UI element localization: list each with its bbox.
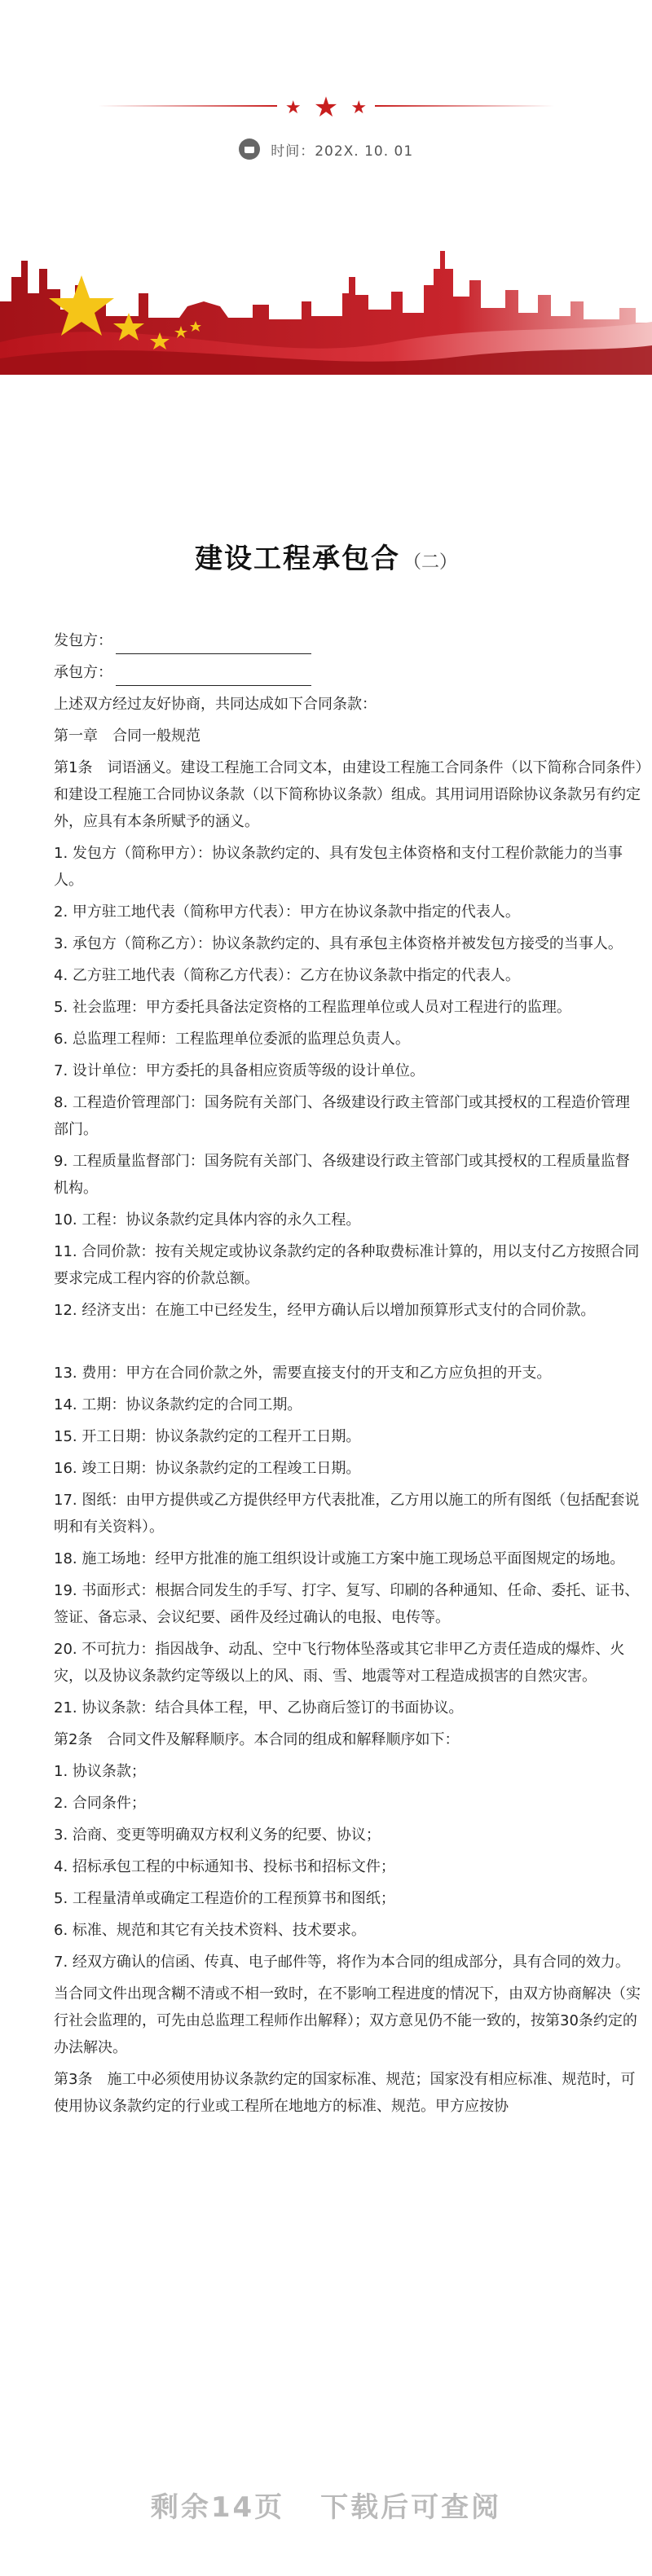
paragraph: 6. 总监理工程师：工程监理单位委派的监理总负责人。: [54, 1031, 410, 1048]
paragraph: 4. 乙方驻工地代表（简称乙方代表）：乙方在协议条款中指定的代表人。: [54, 967, 520, 984]
fade-overlay: [0, 2420, 652, 2485]
paragraph: 16. 竣工日期：协议条款约定的工程竣工日期。: [54, 1460, 361, 1477]
time-label: 时间：202X. 10. 01: [271, 143, 414, 160]
star-icon: ★: [313, 91, 339, 124]
paragraph: 15. 开工日期：协议条款约定的工程开工日期。: [54, 1428, 361, 1445]
calendar-icon: [239, 138, 260, 160]
spacer: [54, 1329, 644, 1360]
paragraph: 4. 招标承包工程的中标通知书、投标书和招标文件；: [54, 1858, 395, 1875]
paragraph: 10. 工程：协议条款约定具体内容的永久工程。: [54, 1211, 361, 1229]
paragraph: 5. 工程量清单或确定工程造价的工程预算书和图纸；: [54, 1890, 395, 1907]
paragraph: 7. 经双方确认的信函、传真、电子邮件等，将作为本合同的组成部分，具有合同的效力。: [54, 1954, 630, 1971]
paragraph: 17. 图纸：由甲方提供或乙方提供经甲方代表批准，乙方用以施工的所有图纸（包括配套说明和有关资料）。: [54, 1492, 640, 1536]
header-ornament: [98, 91, 554, 124]
paragraph: 5. 社会监理：甲方委托具备法定资格的工程监理单位或人员对工程进行的监理。: [54, 999, 571, 1016]
paragraph: 19. 书面形式：根据合同发生的手写、打字、复写、印刷的各种通知、任命、委托、证书、签证、备忘录、会议纪要、函件及经过确认的电报、电传等。: [54, 1582, 640, 1626]
title-main: 建设工程承包合: [194, 543, 400, 575]
paragraph: 20. 不可抗力：指因战争、动乱、空中飞行物体坠落或其它非甲乙方责任造成的爆炸、火灾，以及协议条款约定等级以上的风、雨、雪、地震等对工程造成损害的自然灾害。: [54, 1641, 625, 1685]
download-prompt[interactable]: [0, 2485, 652, 2525]
download-hint[interactable]: 下载后可查阅: [320, 2491, 502, 2524]
paragraph: 3. 承包方（简称乙方）：协议条款约定的、具有承包主体资格并被发包方接受的当事人。: [54, 935, 623, 952]
paragraph: 11. 合同价款：按有关规定或协议条款约定的各种取费标准计算的，用以支付乙方按照合同要求完成工程内容的价款总额。: [54, 1243, 640, 1287]
document-title: [0, 536, 652, 576]
paragraph: 7. 设计单位：甲方委托的具备相应资质等级的设计单位。: [54, 1062, 425, 1079]
paragraph-group: [54, 1360, 644, 2120]
banner-skyline: [0, 244, 652, 375]
paragraph: 14. 工期：协议条款约定的合同工期。: [54, 1396, 302, 1413]
party-label: 发包方：: [54, 632, 112, 649]
party-line: [54, 659, 644, 686]
paragraph: 第3条 施工中必须使用协议条款约定的国家标准、规范；国家没有相应标准、规范时，可使用协议条款约定的行业或工程所在地地方的标准、规范。甲方应按协: [54, 2071, 636, 2115]
publish-time: [0, 138, 652, 166]
paragraph-group: [54, 691, 644, 1324]
paragraph: 3. 洽商、变更等明确双方权利义务的纪要、协议；: [54, 1826, 381, 1844]
paragraph: 2. 甲方驻工地代表（简称甲方代表）：甲方在协议条款中指定的代表人。: [54, 903, 520, 921]
paragraph: 2. 合同条件；: [54, 1795, 146, 1812]
star-icon: ★: [284, 97, 302, 118]
remaining-pages: 剩余14页: [150, 2491, 285, 2524]
star-icon: ★: [350, 97, 368, 118]
paragraph: 9. 工程质量监督部门：国务院有关部门、各级建设行政主管部门或其授权的工程质量监督机构。: [54, 1153, 630, 1197]
paragraph: 12. 经济支出：在施工中已经发生，经甲方确认后以增加预算形式支付的合同价款。: [54, 1302, 596, 1319]
document-body: [54, 627, 644, 2125]
party-line: [54, 627, 644, 654]
paragraph: 21. 协议条款：结合具体工程，甲、乙协商后签订的书面协议。: [54, 1699, 464, 1717]
title-sub: （二）: [403, 552, 457, 573]
paragraph: 6. 标准、规范和其它有关技术资料、技术要求。: [54, 1922, 366, 1939]
paragraph: 1. 发包方（简称甲方）：协议条款约定的、具有发包主体资格和支付工程价款能力的当事人。: [54, 845, 623, 889]
paragraph: 18. 施工场地：经甲方批准的施工组织设计或施工方案中施工现场总平面图规定的场地。: [54, 1550, 625, 1567]
paragraph: 13. 费用：甲方在合同价款之外，需要直接支付的开支和乙方应负担的开支。: [54, 1365, 552, 1382]
blank-line: [116, 666, 311, 686]
blank-line: [116, 634, 311, 654]
paragraph: 第一章 合同一般规范: [54, 728, 200, 745]
paragraph: 1. 协议条款；: [54, 1763, 146, 1780]
paragraph: 8. 工程造价管理部门：国务院有关部门、各级建设行政主管部门或其授权的工程造价管理部门。: [54, 1094, 630, 1138]
paragraph: 上述双方经过友好协商，共同达成如下合同条款：: [54, 696, 377, 713]
stars-group: [98, 91, 554, 124]
paragraph: 当合同文件出现含糊不清或不相一致时，在不影响工程进度的情况下，由双方协商解决（实行社会监理的，可先由总监理工程师作出解释）；双方意见仍不能一致的，按第30条约定的办法解决。: [54, 1985, 641, 2056]
paragraph: 第2条 合同文件及解释顺序。本合同的组成和解释顺序如下：: [54, 1731, 460, 1748]
party-label: 承包方：: [54, 664, 112, 681]
paragraph: 第1条 词语涵义。建设工程施工合同文本，由建设工程施工合同条件（以下简称合同条件）和建设工程施工合同协议条款（以下简称协议条款）组成。其用词用语除协议条款另有约定外，应具有本条所赋予的涵义。: [54, 759, 643, 830]
